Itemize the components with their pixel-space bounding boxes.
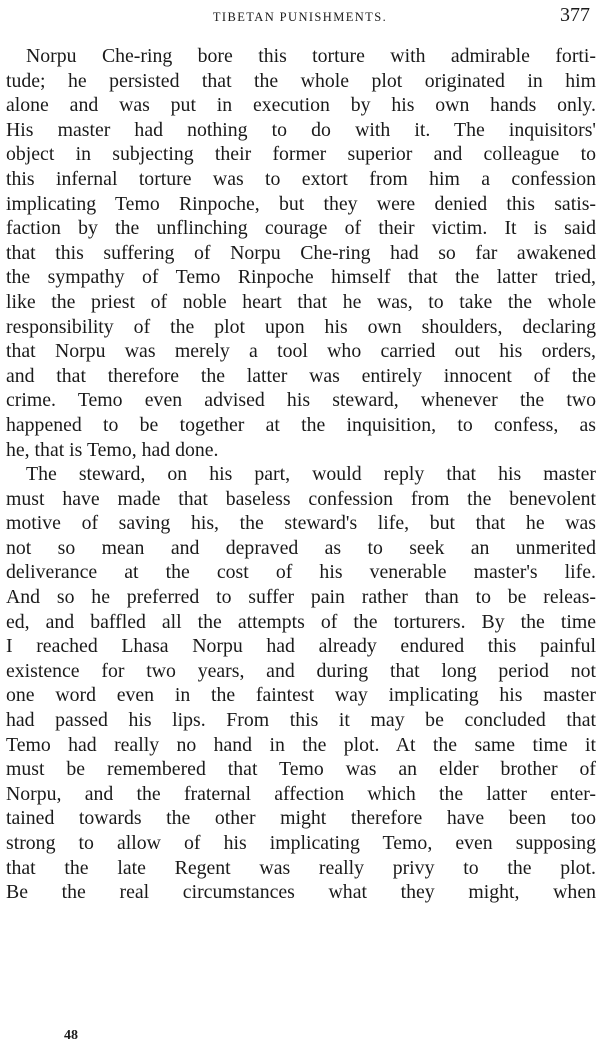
text-line: ed, and baffled all the attempts of the torturers. By the time (6, 610, 596, 633)
text-line: object in subjecting their former superior and colleague to (6, 143, 596, 166)
text-line: strong to allow of his implicating Temo, even supposing (6, 832, 596, 854)
text-line: must be remembered that Temo was an elder brother of (6, 758, 596, 781)
text-line: existence for two years, and during that long period not (6, 659, 596, 682)
text-line: faction by the unflinching courage of their victim. It is said (6, 217, 596, 240)
body-text (6, 44, 596, 905)
text-line: Norpu, and the fraternal affection which the latter enter- (6, 782, 596, 805)
page-header (0, 4, 600, 30)
running-title: TIBETAN PUNISHMENTS. (212, 10, 388, 24)
text-line: not so mean and depraved as to seek an unmerited (6, 536, 596, 559)
text-line: The steward, on his part, would reply that his master (26, 463, 596, 486)
text-line: the sympathy of Temo Rinpoche himself that the latter tried, (6, 266, 596, 289)
signature-mark: 48 (64, 1028, 78, 1043)
text-line: like the priest of noble heart that he was, to take the whole (6, 290, 596, 313)
text-line: that Norpu was merely a tool who carried out his orders, (6, 340, 596, 363)
text-line: this infernal torture was to extort from him a confession (6, 167, 596, 190)
text-line: must have made that baseless confession from the benevolent (6, 487, 596, 510)
page-number: 377 (560, 4, 590, 26)
text-line: deliverance at the cost of his venerable master's life. (6, 561, 596, 584)
text-line: Norpu Che-ring bore this torture with admirable forti- (26, 45, 596, 67)
text-line: Temo had really no hand in the plot. At the same time it (6, 733, 596, 756)
text-line: And so he preferred to suffer pain rather than to be releas- (6, 586, 596, 609)
text-line: crime. Temo even advised his steward, whenever the two (6, 389, 596, 412)
text-line: had passed his lips. From this it may be concluded that (6, 709, 596, 732)
text-line: and that therefore the latter was entirely innocent of the (6, 364, 596, 387)
text-line: responsibility of the plot upon his own shoulders, declaring (6, 315, 596, 338)
text-line: that this suffering of Norpu Che-ring had so far awakened (6, 241, 596, 264)
text-line: he, that is Temo, had done. (6, 438, 219, 461)
text-line: alone and was put in execution by his own hands only. (6, 94, 596, 117)
text-line: His master had nothing to do with it. The inquisitors' (6, 118, 596, 141)
text-line: tude; he persisted that the whole plot originated in him (6, 69, 596, 92)
text-line: motive of saving his, the steward's life, but that he was (6, 512, 596, 535)
text-line: I reached Lhasa Norpu had already endured this painful (6, 635, 596, 658)
text-line: Be the real circumstances what they might, when (6, 881, 596, 904)
text-line: that the late Regent was really privy to the plot. (6, 856, 596, 879)
text-line: one word even in the faintest way implicating his master (6, 684, 596, 707)
text-line: happened to be together at the inquisition, to confess, as (6, 413, 596, 436)
text-line: implicating Temo Rinpoche, but they were denied this satis- (6, 192, 596, 215)
text-line: tained towards the other might therefore have been too (6, 807, 596, 830)
